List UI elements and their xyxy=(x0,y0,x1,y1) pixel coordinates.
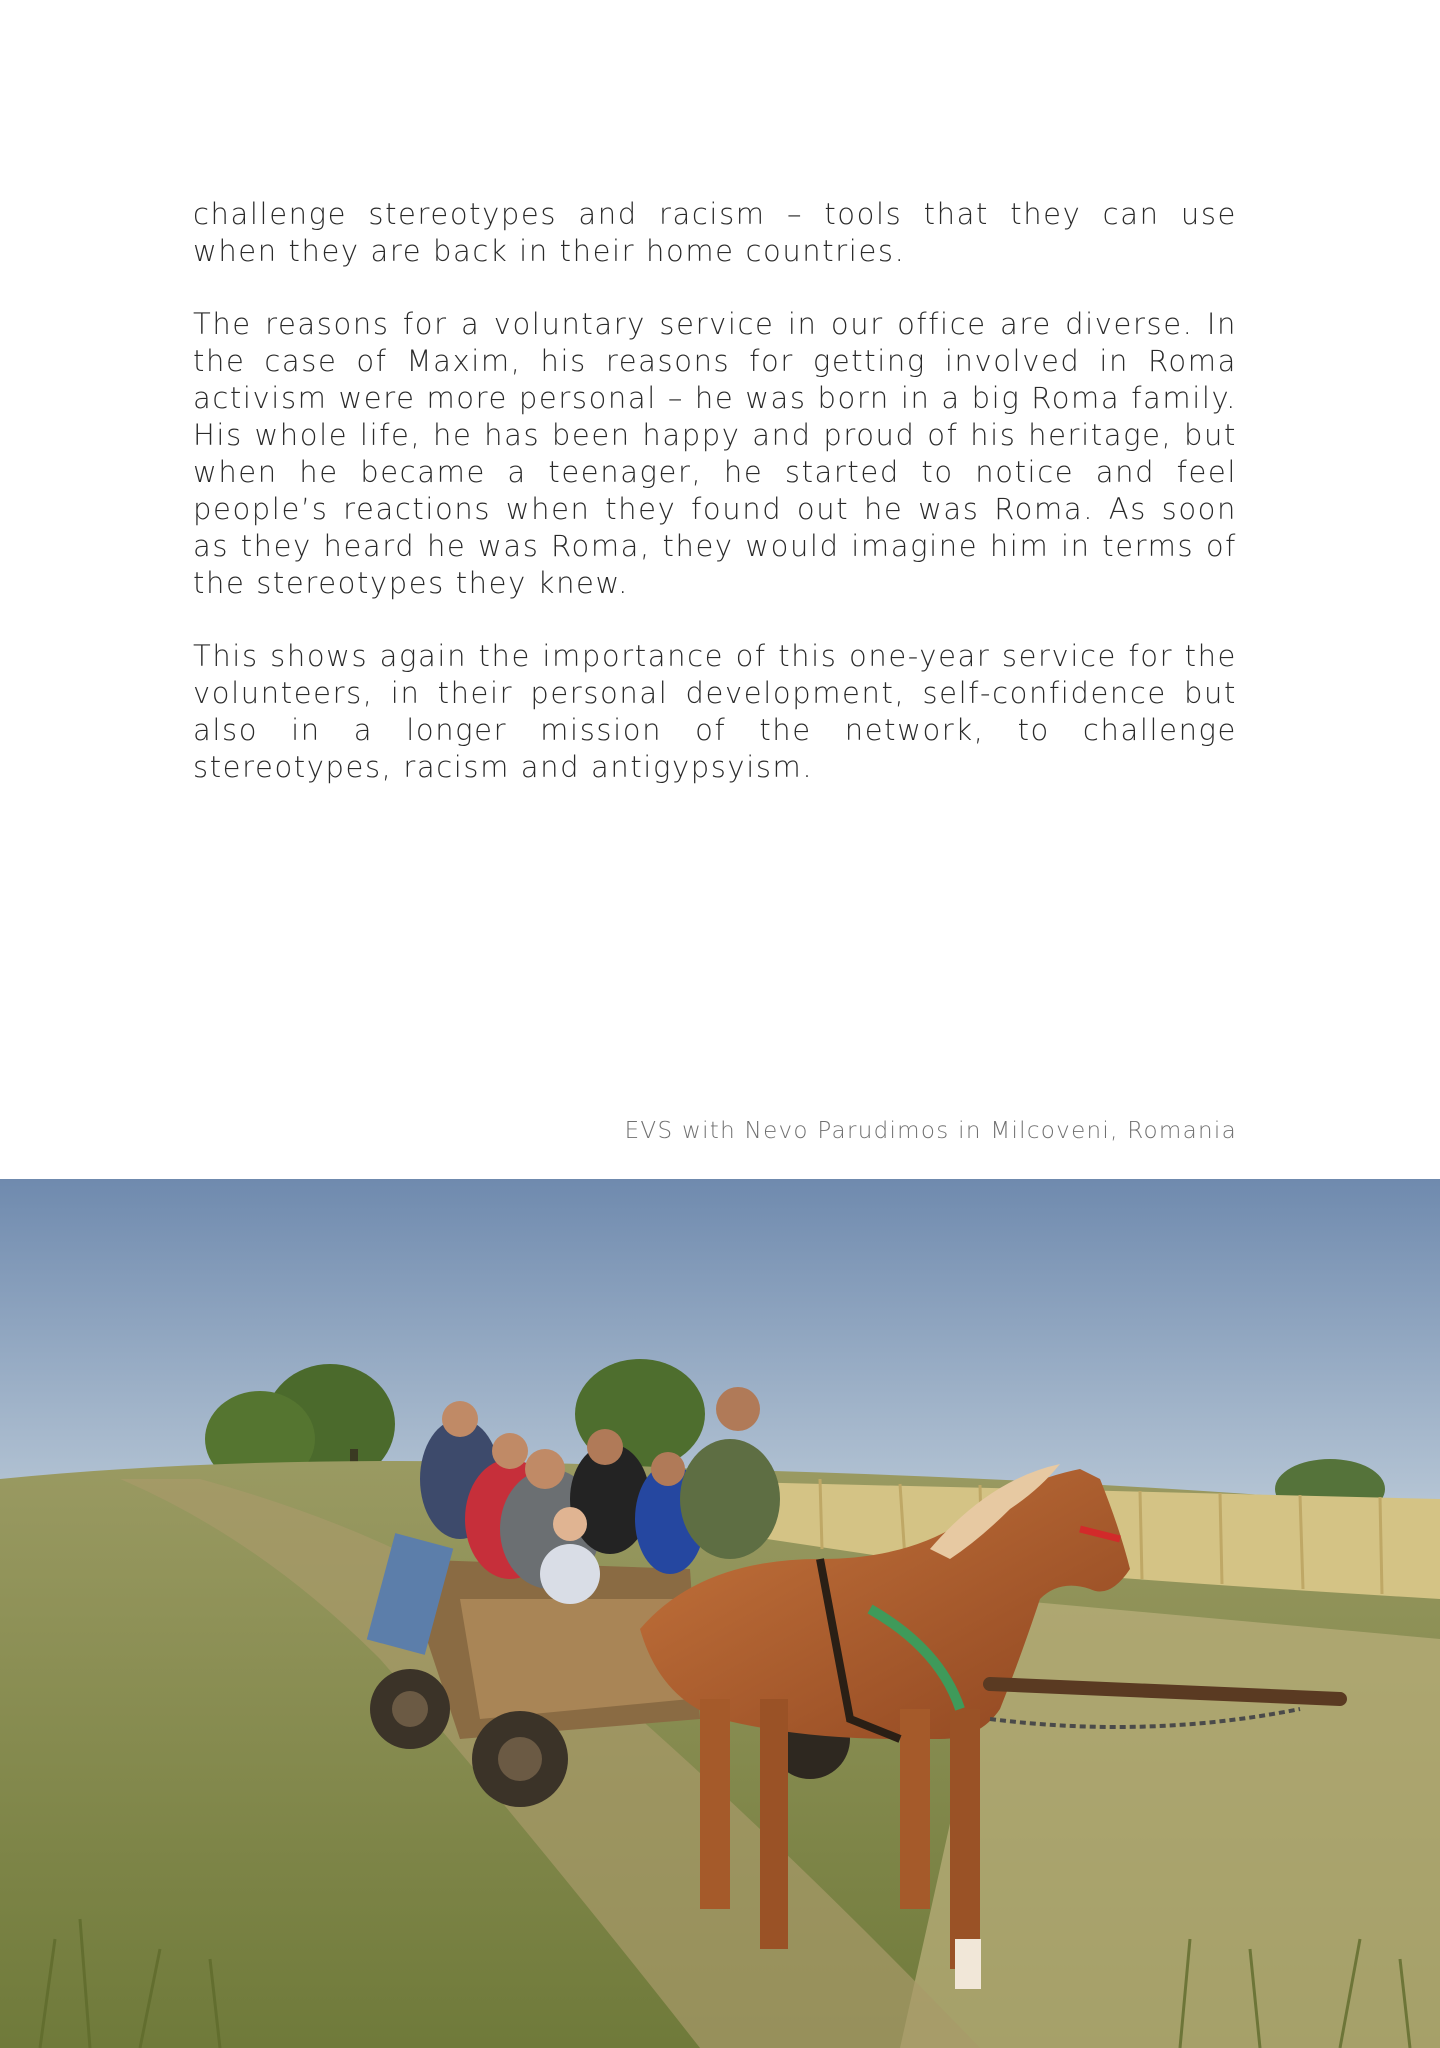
photo-caption: EVS with Nevo Parudimos in Milcoveni, Romania xyxy=(624,1118,1237,1144)
paragraph-2: The reasons for a voluntary service in our office are diverse. In the case of Maxim, his reasons for getting involved in Roma activism were more personal – he was born in a big Roma family. His whole life, he has been happy and proud of his heritage, but when he became a teenager, he started to notice and feel people’s reactions when they found out he was Roma. As soon as they heard he was Roma, they would imagine him in terms of the stereotypes they knew. xyxy=(193,307,1237,600)
article-body xyxy=(193,196,1237,786)
horse-cart-photo xyxy=(0,1179,1440,2048)
paragraph-3: This shows again the importance of this one-year service for the volunteers, in their personal development, self-confidence but also in a longer mission of the network, to challenge stereotypes, racism and antigypsyism. xyxy=(193,639,1237,784)
paragraph-1: challenge stereotypes and racism – tools that they can use when they are back in their home countries. xyxy=(193,197,1237,268)
